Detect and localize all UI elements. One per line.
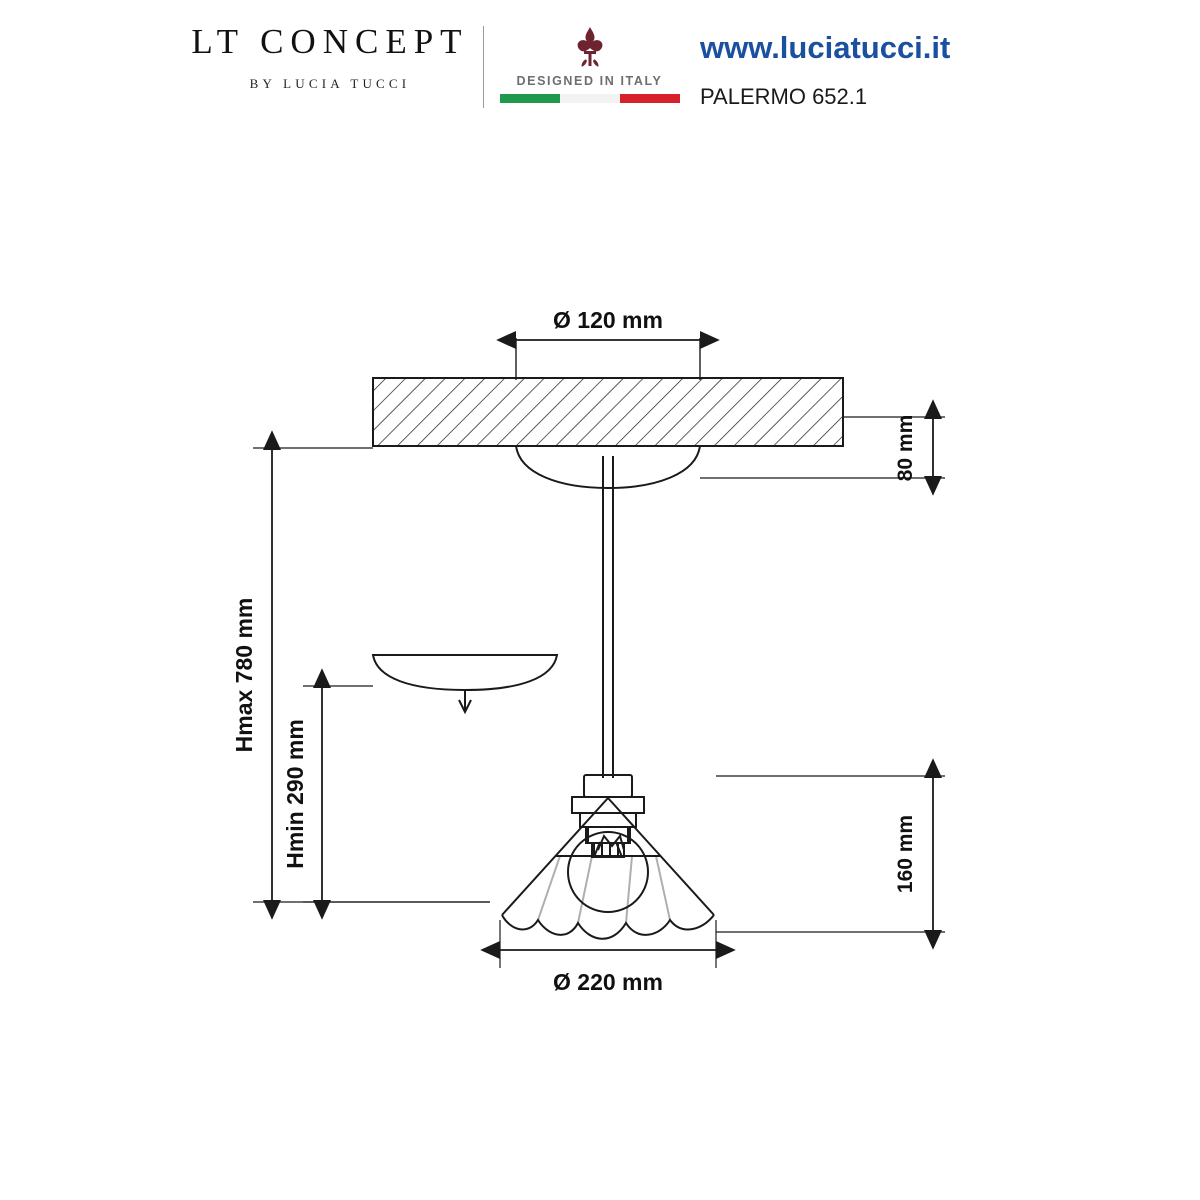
label-shade-diameter: Ø 220 mm [553, 969, 663, 995]
label-shade-height: 160 mm [894, 814, 917, 894]
fleur-de-lis-icon [567, 24, 613, 69]
designed-in-italy-block [497, 24, 682, 103]
brand-name: LT CONCEPT [191, 22, 469, 61]
dimension-hmin [282, 686, 490, 902]
flag-stripe-red [620, 94, 680, 103]
dimension-shade-diameter [500, 920, 716, 995]
ceiling-slab [373, 378, 843, 446]
website-url[interactable]: www.luciatucci.it [700, 30, 951, 65]
label-hmin: Hmin 290 mm [282, 719, 308, 869]
technical-drawing [0, 130, 1200, 1200]
label-canopy-diameter: Ø 120 mm [553, 307, 663, 333]
italy-flag-icon [500, 94, 680, 103]
brand-block [180, 22, 480, 92]
lamp-socket [572, 775, 644, 857]
canopy [516, 446, 700, 488]
dimension-canopy-diameter [516, 307, 700, 380]
dimension-shade-height [716, 776, 945, 932]
label-hmax: Hmax 780 mm [231, 597, 257, 753]
header-divider [483, 26, 484, 108]
flag-stripe-green [500, 94, 560, 103]
upper-plate [373, 655, 557, 712]
lamp-shade [500, 796, 716, 939]
page-header [0, 0, 1200, 130]
suspension-cable [603, 456, 613, 778]
model-name: PALERMO 652.1 [700, 84, 868, 109]
label-canopy-height: 80 mm [894, 414, 917, 482]
pendant-lamp-diagram [0, 130, 1200, 1200]
flag-stripe-white [560, 94, 620, 103]
brand-subtitle: BY LUCIA TUCCI [249, 76, 411, 91]
designed-in-italy-label: DESIGNED IN ITALY [516, 74, 663, 88]
dimension-hmax [231, 448, 490, 902]
